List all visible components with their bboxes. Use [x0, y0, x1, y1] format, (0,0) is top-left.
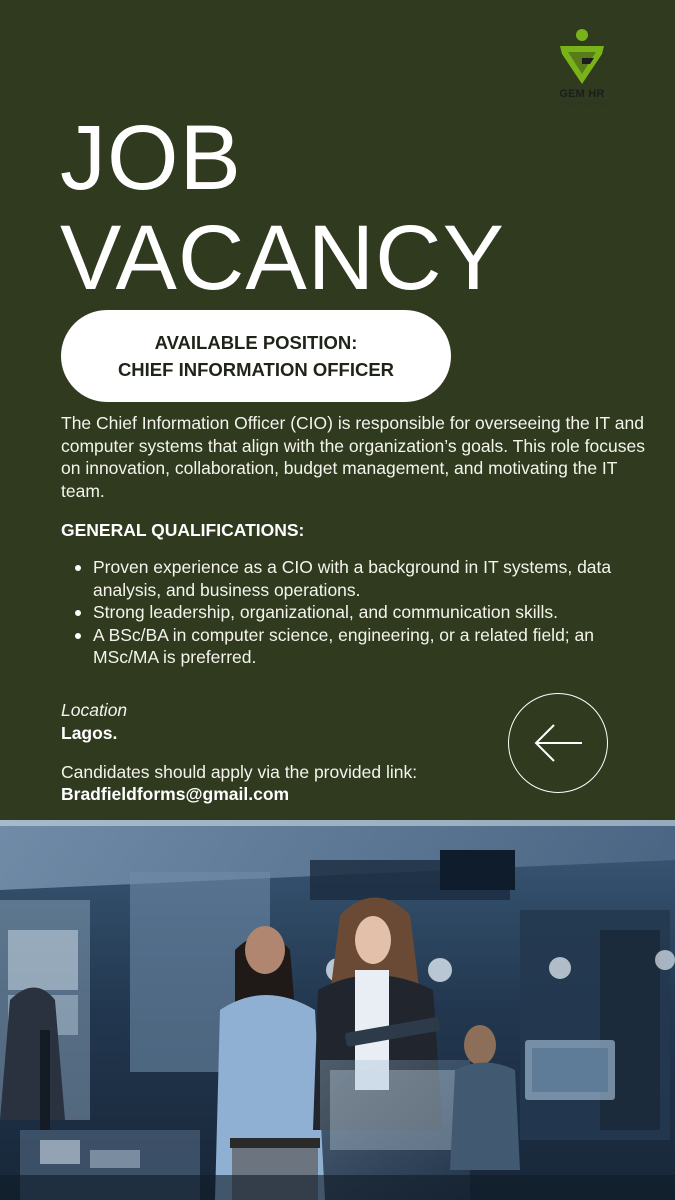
location-value: Lagos.	[61, 723, 118, 743]
qualification-text: A BSc/BA in computer science, engineering, or a related field; an MSc/MA is preferred.	[93, 624, 594, 668]
position-pill	[61, 310, 451, 402]
list-item	[73, 556, 658, 601]
qualifications-list	[73, 556, 658, 669]
bullet-icon	[75, 610, 81, 616]
qualification-text: Proven experience as a CIO with a background in IT systems, data analysis, and business operations.	[93, 557, 612, 600]
role-description: The Chief Information Officer (CIO) is responsible for overseeing the IT and computer systems that align with the organization’s goals. This role focuses on innovation, collaboration, budget management, and motivating the IT team.	[61, 413, 645, 501]
logo-text: GEM HR	[559, 88, 605, 100]
gem-logo-icon	[556, 28, 608, 88]
office-team-photo	[0, 820, 675, 1200]
list-item	[73, 624, 658, 669]
brand-logo	[548, 28, 616, 106]
qualifications-heading: GENERAL QUALIFICATIONS:	[61, 520, 305, 540]
location-label: Location	[61, 700, 128, 720]
arrow-button[interactable]	[508, 693, 608, 793]
position-label: AVAILABLE POSITION:	[154, 332, 358, 353]
qualification-text: Strong leadership, organizational, and communication skills.	[93, 602, 558, 623]
headline-vacancy: VACANCY	[60, 207, 505, 309]
logo-subtext: & CONSULTING SERVICES	[556, 101, 608, 106]
headline-job: JOB	[60, 107, 242, 209]
bullet-icon	[75, 633, 81, 639]
bullet-icon	[75, 565, 81, 571]
position-role: CHIEF INFORMATION OFFICER	[117, 359, 395, 380]
arrow-left-icon	[532, 723, 584, 763]
apply-instructions: Candidates should apply via the provided link:	[61, 762, 418, 782]
list-item	[73, 601, 658, 624]
apply-email-link[interactable]: Bradfieldforms@gmail.com	[61, 784, 290, 804]
